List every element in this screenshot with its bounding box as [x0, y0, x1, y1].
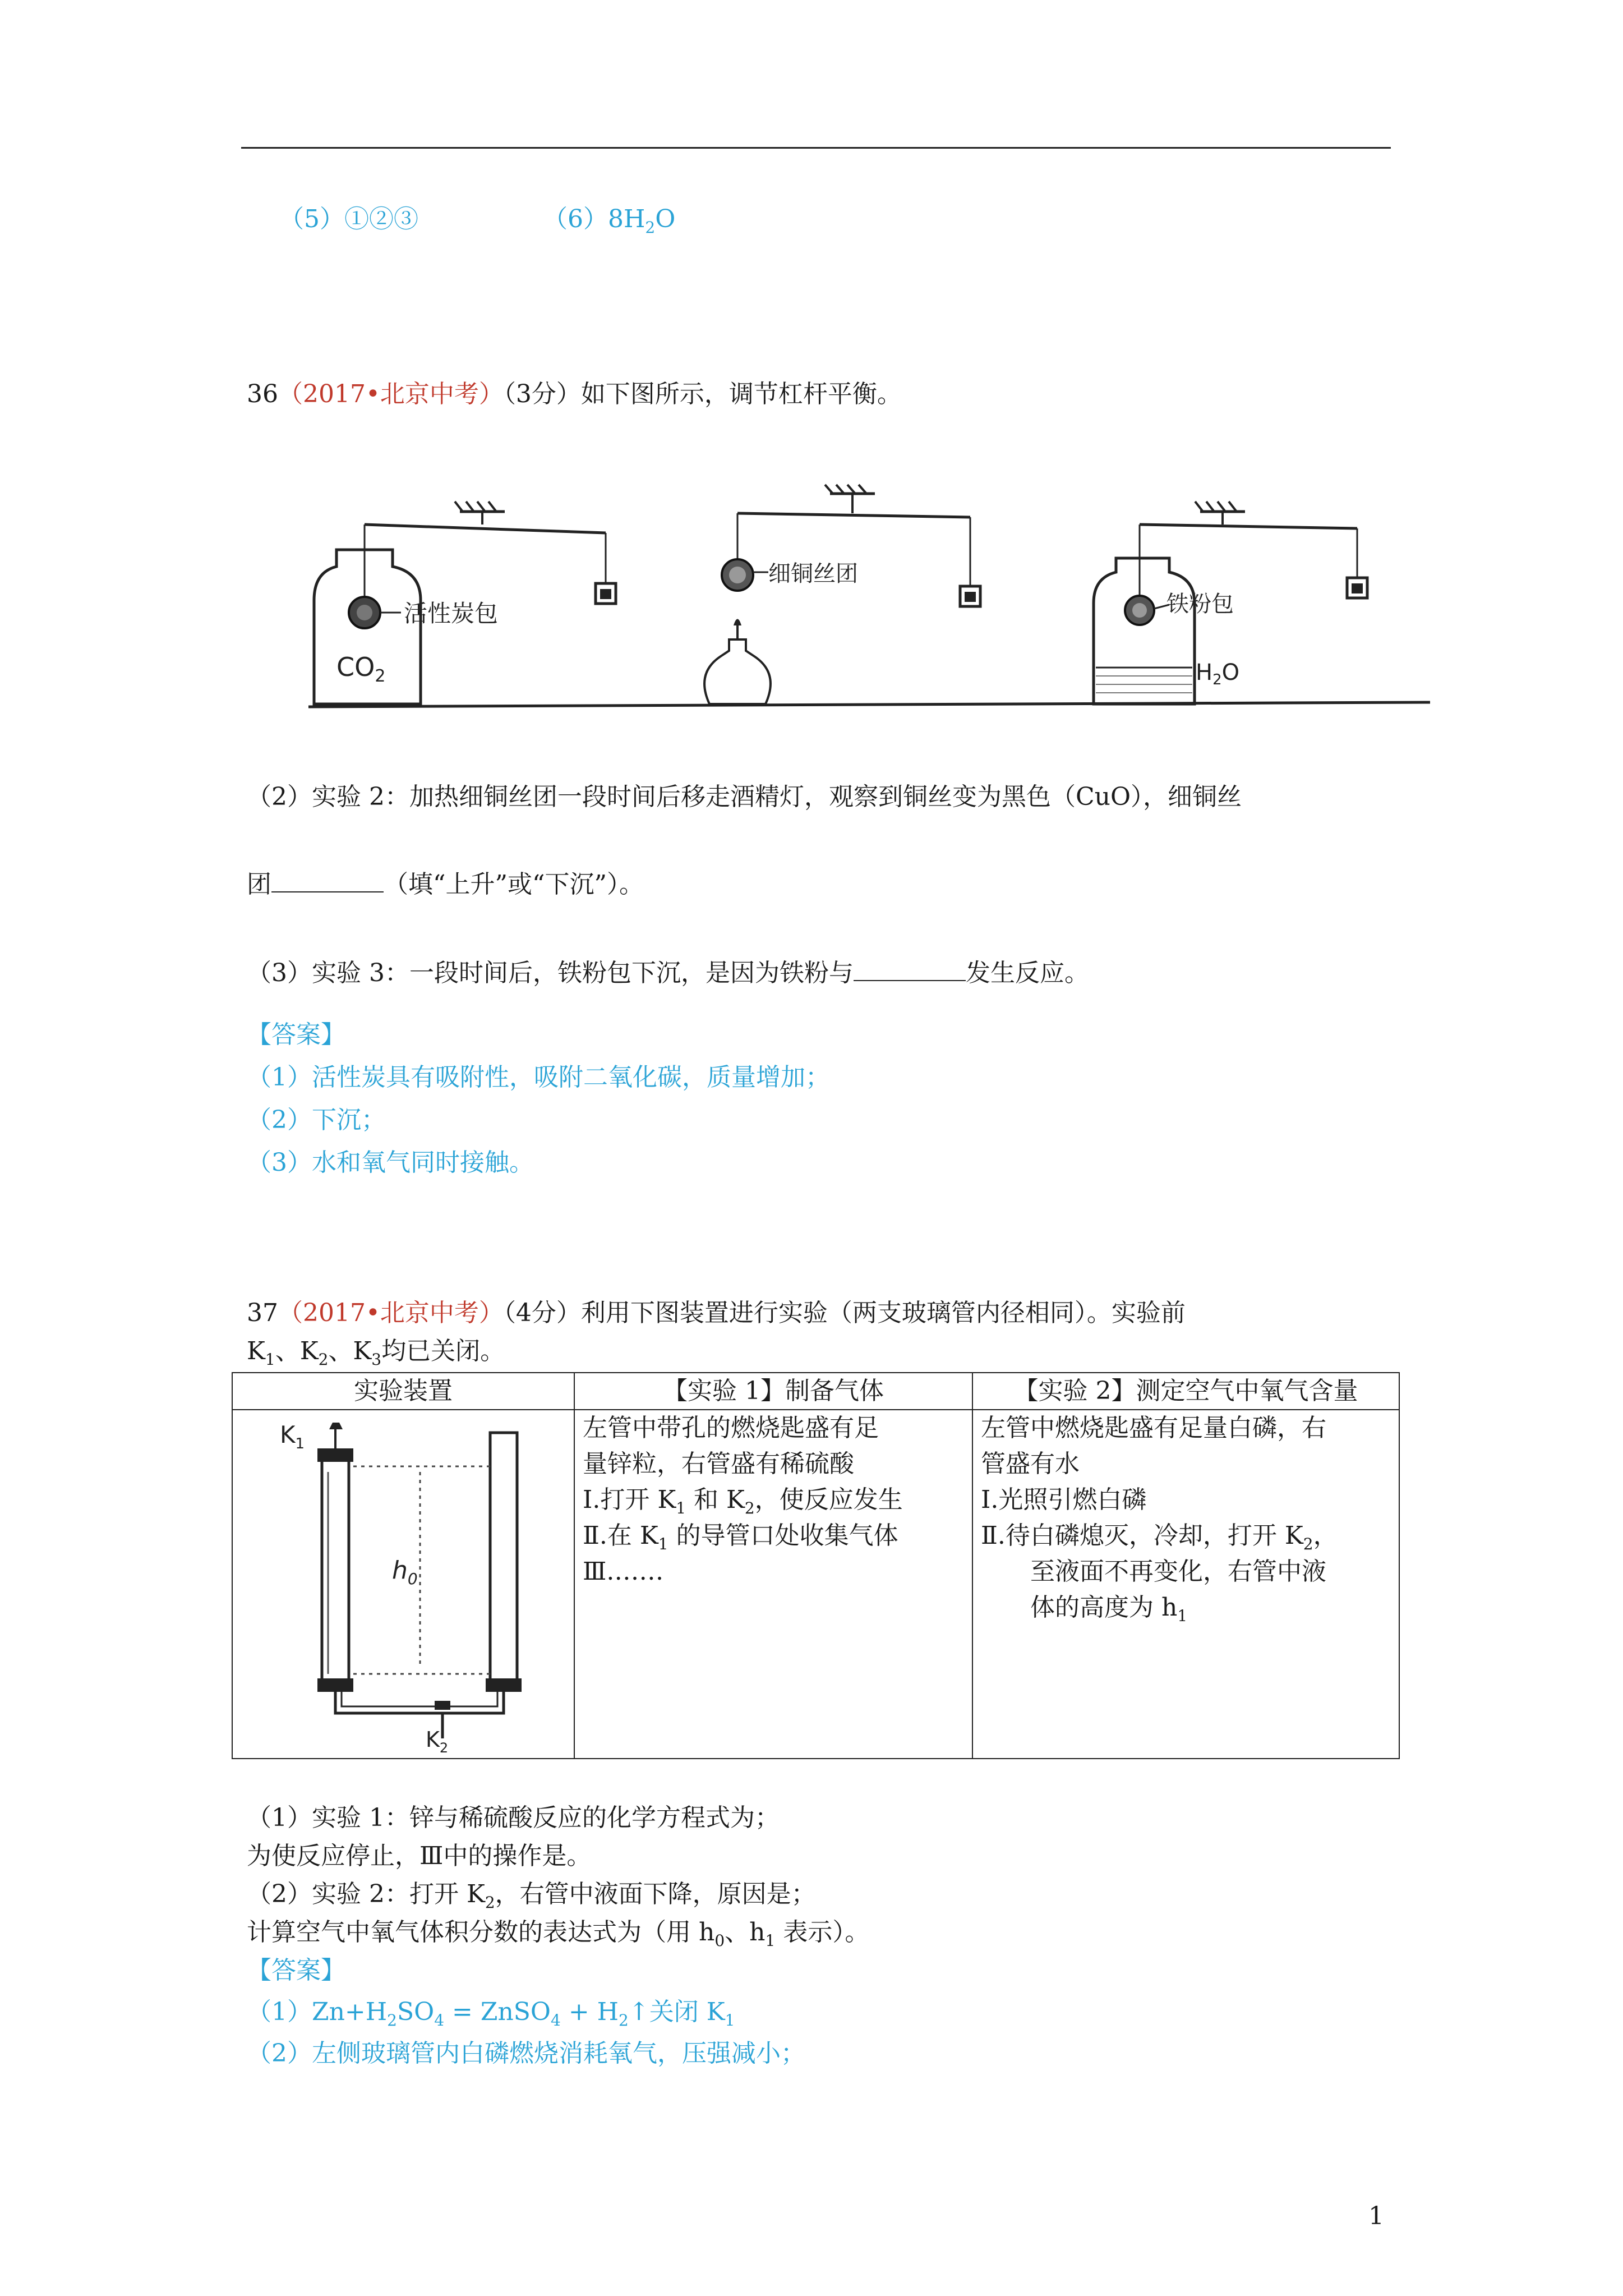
q36-heading: 36（2017•北京中考）（3分）如下图所示，调节杠杆平衡。 [247, 380, 902, 408]
q37-part1-line1: （1）实验 1：锌与稀硫酸反应的化学方程式为； [247, 1803, 780, 1832]
u-tube-apparatus-figure [241, 1410, 555, 1756]
apparatus-1 [314, 501, 616, 704]
q37-part2-line1: （2）实验 2：打开 $K_2$，右管中液面下降，原因是； [247, 1880, 816, 1912]
answer-blank[interactable] [271, 871, 384, 892]
header-rule [241, 147, 1391, 149]
table-surface-line [308, 702, 1430, 707]
svg-text:CO2: $CO_2$ [336, 652, 386, 686]
q37-answer-heading: 【答案】 [247, 1956, 345, 1985]
lever-experiment-figure [303, 482, 1441, 729]
svg-text:细铜丝团: 细铜丝团 [768, 561, 858, 587]
q36-part2-line1: （2）实验 2：加热细铜丝团一段时间后移走酒精灯，观察到铜丝变为黑色（CuO），细铜丝 [247, 783, 1242, 811]
svg-text:铁粉包: 铁粉包 [1166, 591, 1234, 617]
q36-part3: （3）实验 3：一段时间后，铁粉包下沉，是因为铁粉与 发生反应。 [247, 959, 1089, 987]
q36-answer-1: （1）活性炭具有吸附性，吸附二氧化碳，质量增加； [247, 1063, 830, 1092]
svg-text:活性炭包: 活性炭包 [404, 600, 499, 627]
apparatus-3 [1094, 501, 1367, 704]
svg-text:K1: $K_1$ [280, 1421, 305, 1452]
previous-answer-6: $(6)8H_2O$ [543, 205, 676, 237]
q36-answer-2: （2）下沉； [247, 1106, 386, 1134]
experiment-2-cell: 左管中燃烧匙盛有足量白磷，右 管盛有水 Ⅰ.光照引燃白磷 Ⅱ.待白磷熄灭，冷却，打开 $K_2$， 至液面不再变化，右管中液 体的高度为 $h_1$ [972, 1410, 1399, 1759]
q37-answer-2: （2）左侧玻璃管内白磷燃烧消耗氧气，压强减小； [247, 2039, 805, 2068]
experiment-table [232, 1372, 1400, 1759]
experiment-1-cell: 左管中带孔的燃烧匙盛有足 量锌粒，右管盛有稀硫酸 Ⅰ.打开 $K_1$ 和 $K_2$，使反应发生 Ⅱ.在 $K_1$ 的导管口处收集气体 Ⅲ.…… [574, 1410, 972, 1759]
q37-part1-line2: 为使反应停止，Ⅲ中的操作是。 [247, 1842, 592, 1870]
q37-part2-line2: 计算空气中氧气体积分数的表达式为（用 $h_0$、$h_1$ 表示）。 [247, 1918, 870, 1950]
q37-heading: 37（2017•北京中考）（4分）利用下图装置进行实验（两支玻璃管内径相同）。实验前 [247, 1299, 1186, 1327]
q37-answer-1: $(1)Zn+H_2SO_4$ = ZnSO$_4$ + $H_2↑$关闭 $K_1$ [247, 1998, 735, 2030]
header-experiment-1: 【实验 1】制备气体 [574, 1373, 972, 1410]
apparatus-2 [704, 485, 980, 704]
table-header-row [232, 1373, 1399, 1410]
previous-answer-5: （5）①②③ [279, 205, 418, 233]
page-number: 1 [1368, 2202, 1384, 2230]
header-apparatus: 实验装置 [232, 1373, 574, 1410]
q36-part2-line2: 团 （填“上升”或“下沉”）。 [247, 870, 644, 899]
q37-heading-line2: $K_1$、$K_2$、$K_3$均已关闭。 [247, 1337, 505, 1369]
svg-text:h0: $h_0$ [392, 1556, 418, 1588]
header-experiment-2: 【实验 2】测定空气中氧气含量 [972, 1373, 1399, 1410]
q36-answer-heading: 【答案】 [247, 1020, 345, 1049]
q36-answer-3: （3）水和氧气同时接触。 [247, 1148, 534, 1177]
apparatus-cell [232, 1410, 574, 1759]
answer-blank[interactable] [854, 960, 966, 981]
svg-text:K2: $K_2$ [426, 1727, 449, 1756]
svg-text:H2O: $H_2O$ [1196, 660, 1240, 688]
table-row [232, 1410, 1399, 1759]
